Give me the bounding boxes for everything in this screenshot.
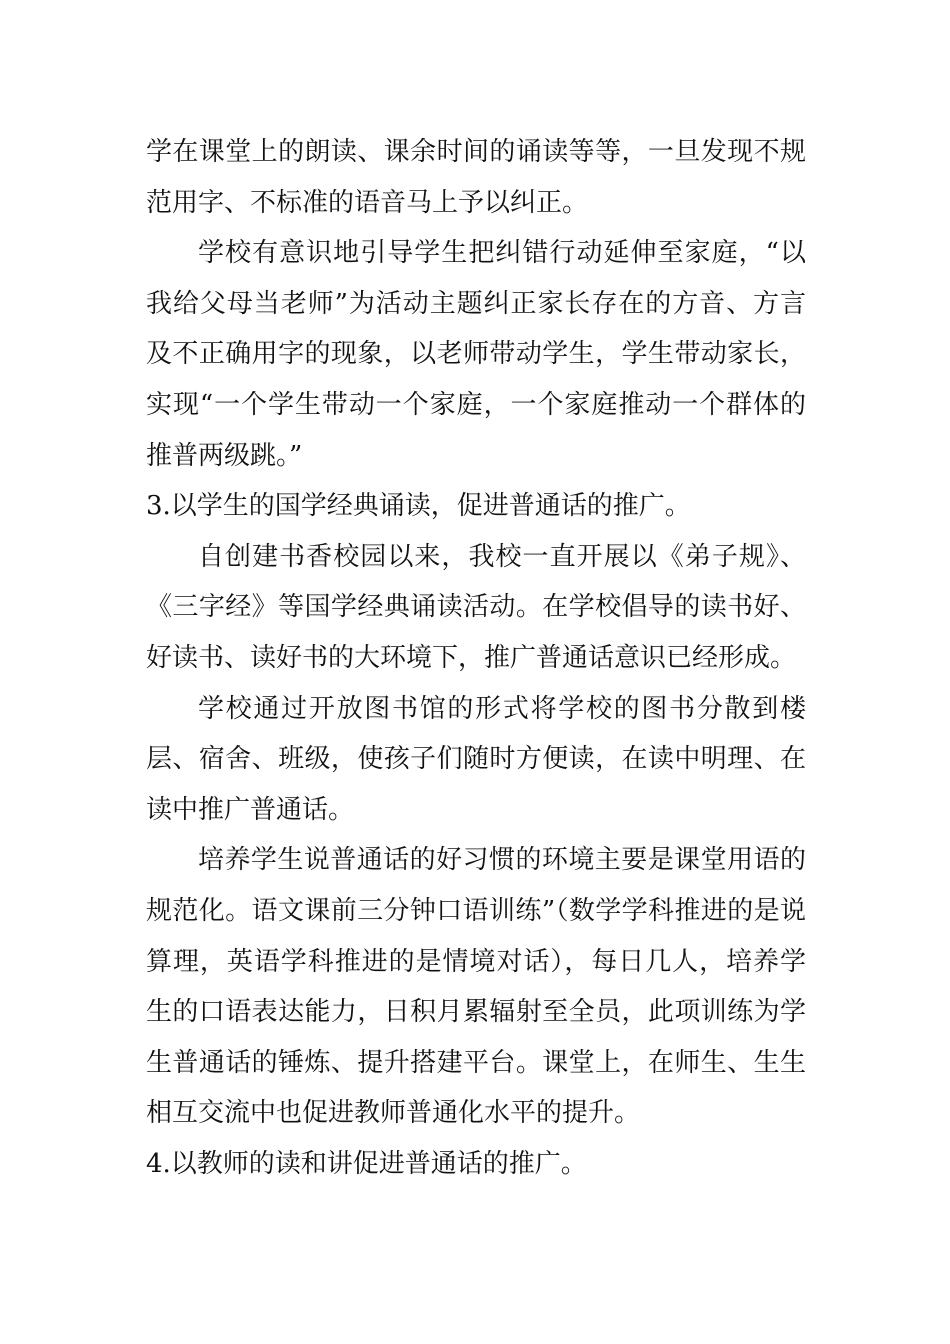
paragraph-family-correction: 学校有意识地引导学生把纠错行动延伸至家庭，“以我给父母当老师”为活动主题纠正家长存在的方音、方言及不正确用字的现象，以老师带动学生，学生带动家长，实现“一个学生带动一个家庭，一个家庭推动一个群体的推普两级跳。” [146,238,806,471]
section-heading-3: 3.以学生的国学经典诵读，促进普通话的推广。 [146,491,691,522]
paragraph-open-library: 学校通过开放图书馆的形式将学校的图书分散到楼层、宿舍、班级，使孩子们随时方便读，在读中明理、在读中推广普通话。 [146,693,806,825]
section-heading-4: 4.以教师的读和讲促进普通话的推广。 [146,1148,587,1179]
document-body [146,127,806,1189]
paragraph-classics-reading: 自创建书香校园以来，我校一直开展以《弟子规》、《三字经》等国学经典诵读活动。在学校倡导的读书好、好读书、读好书的大环境下，推广普通话意识已经形成。 [146,541,806,673]
paragraph-continuation: 学在课堂上的朗读、课余时间的诵读等等，一旦发现不规范用字、不标准的语音马上予以纠正。 [146,137,806,218]
paragraph-classroom-language: 培养学生说普通话的好习惯的环境主要是课堂用语的规范化。语文课前三分钟口语训练”（数学学科推进的是说算理，英语学科推进的是情境对话），每日几人，培养学生的口语表达能力，日积月累辐射至全员，此项训练为学生普通话的锤炼、提升搭建平台。课堂上，在师生、生生相互交流中也促进教师普通化水平的提升。 [146,845,806,1129]
